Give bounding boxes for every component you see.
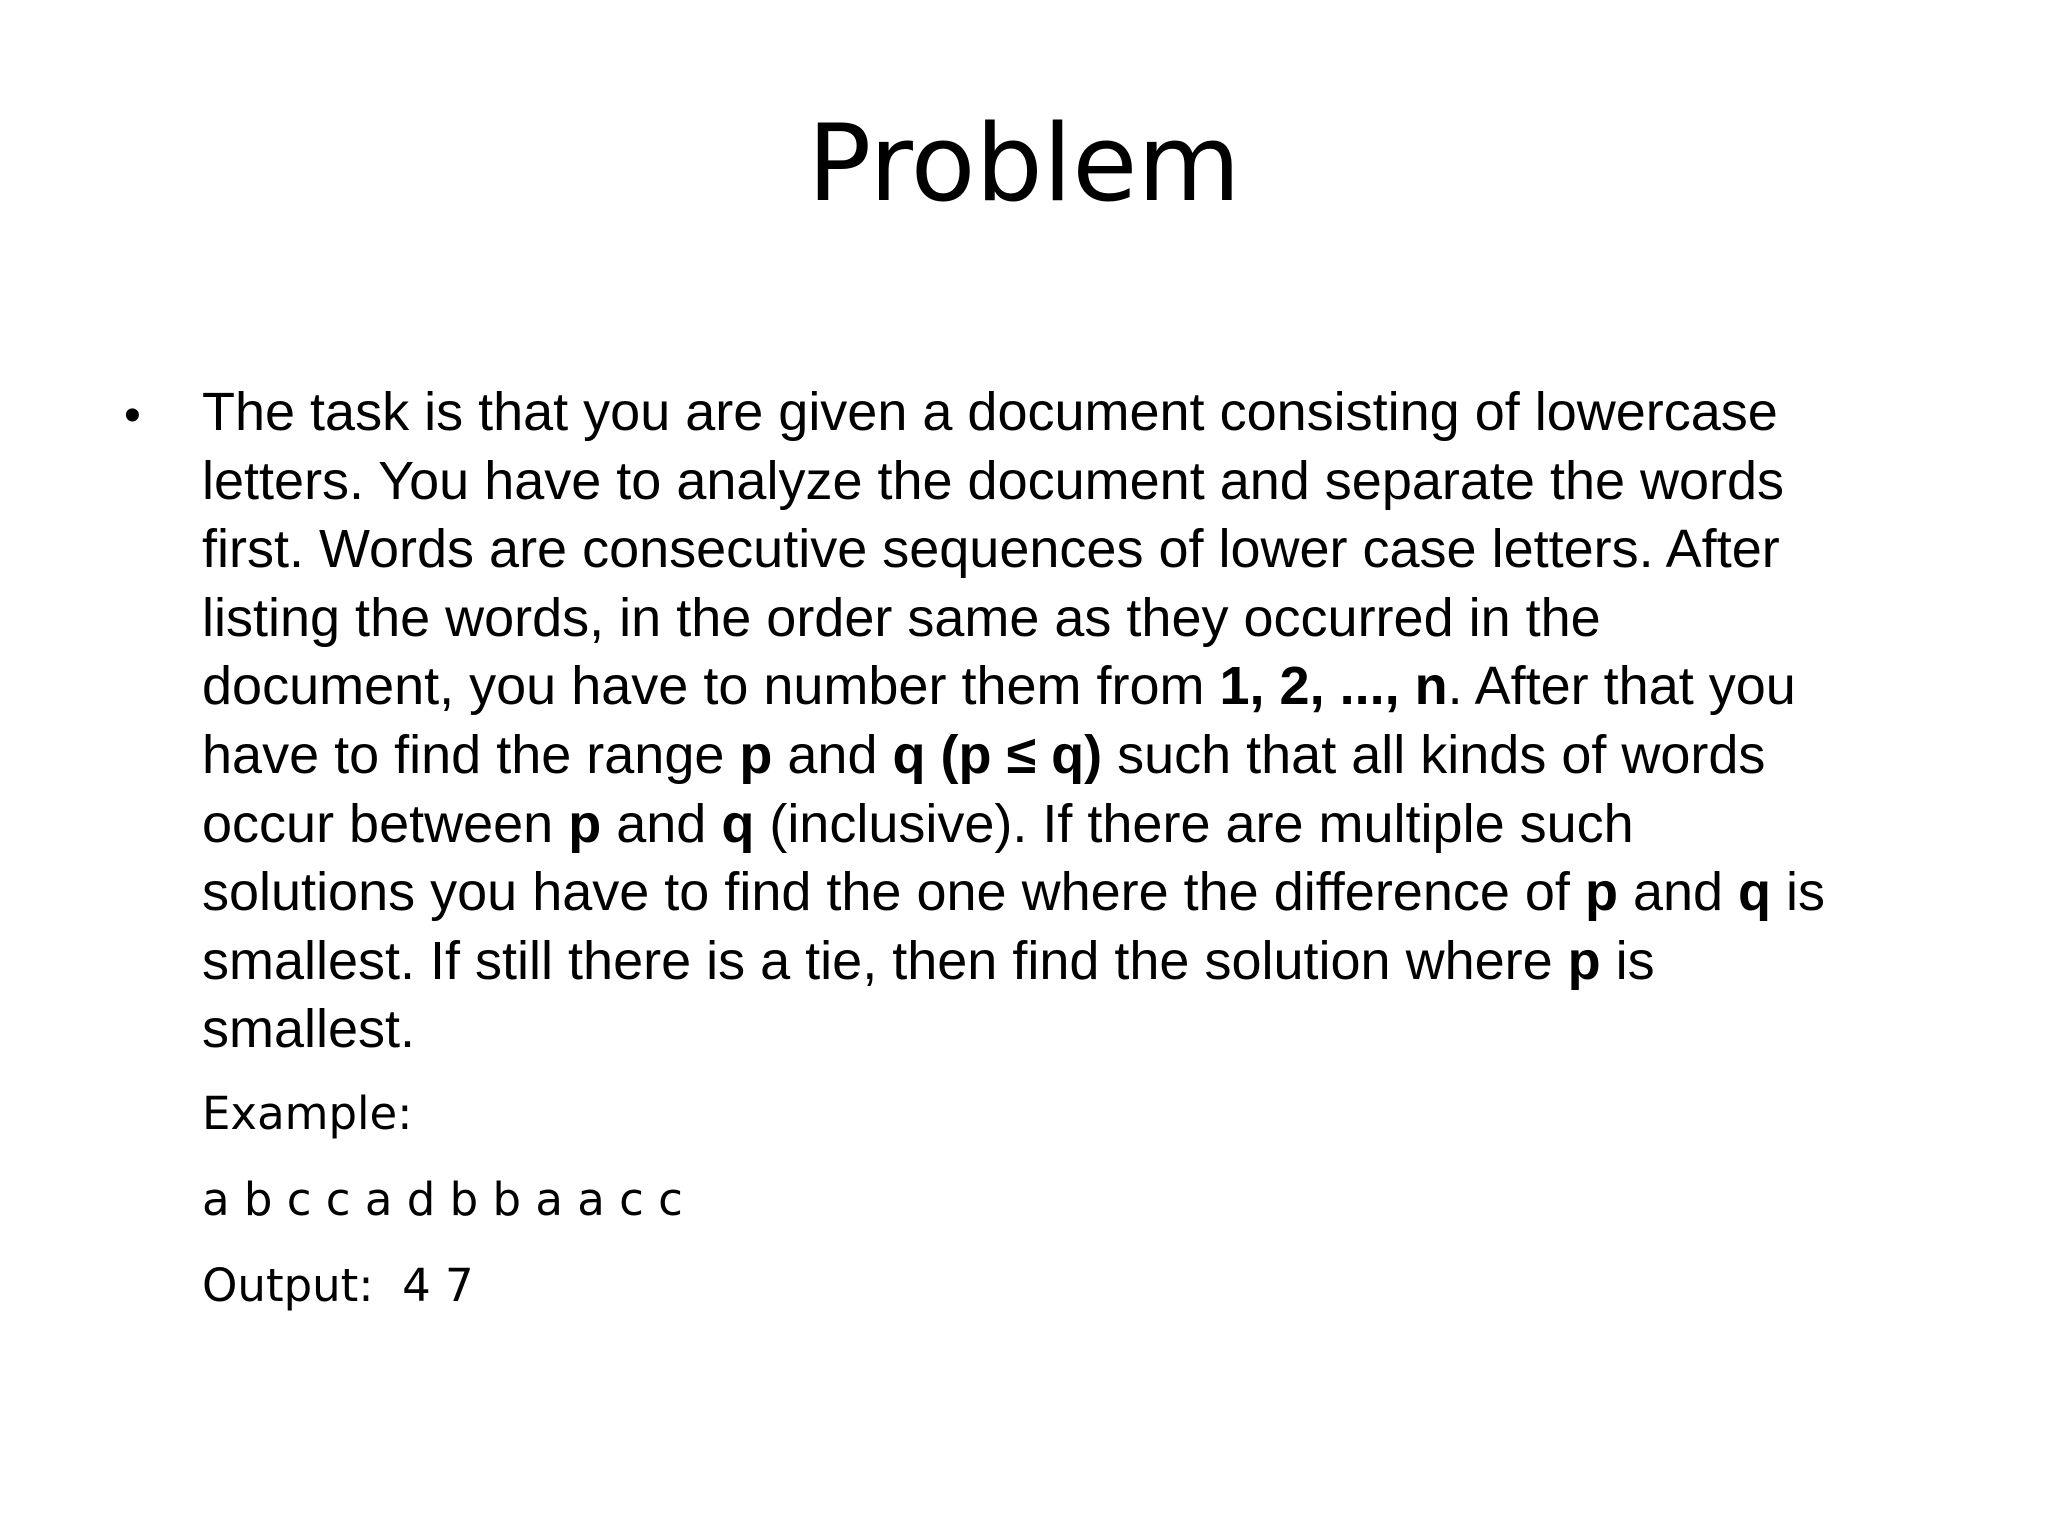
bullet-icon: • xyxy=(124,389,141,442)
bold-text: q xyxy=(1738,862,1772,923)
text-run: letters. You have to analyze the document and separate the words xyxy=(202,450,1785,511)
output-line: Output: 4 7 xyxy=(202,1259,474,1312)
text-line xyxy=(202,447,1962,516)
bold-text: q (p ≤ q) xyxy=(892,724,1103,785)
slide-title: Problem xyxy=(807,102,1241,225)
bold-text: q xyxy=(721,793,755,854)
text-line xyxy=(202,721,1962,790)
text-run: occur between xyxy=(202,793,569,854)
text-run: have to find the range xyxy=(202,724,740,785)
bold-text: p xyxy=(1584,862,1618,923)
text-line xyxy=(202,652,1962,721)
text-run: such that all kinds of words xyxy=(1102,724,1766,785)
text-line xyxy=(202,584,1962,653)
text-run: and xyxy=(601,793,722,854)
text-line xyxy=(202,515,1962,584)
text-line xyxy=(202,790,1962,859)
bold-text: p xyxy=(739,724,773,785)
example-sequence: a b c c a d b b a a c c xyxy=(202,1173,683,1226)
text-run: solutions you have to find the one where the difference of xyxy=(202,862,1585,923)
text-run: is xyxy=(1600,930,1655,991)
text-run: . After that you xyxy=(1447,656,1796,717)
example-label: Example: xyxy=(202,1087,413,1140)
text-run: listing the words, in the order same as they occurred in the xyxy=(202,587,1601,648)
text-line xyxy=(202,858,1962,927)
text-run: smallest. xyxy=(202,999,416,1060)
bold-text: p xyxy=(568,793,602,854)
bold-text: p xyxy=(1567,930,1601,991)
text-run: first. Words are consecutive sequences of lower case letters. After xyxy=(202,519,1780,580)
text-line xyxy=(202,995,1962,1064)
text-run: smallest. If still there is a tie, then find the solution where xyxy=(202,930,1568,991)
text-run: (inclusive). If there are multiple such xyxy=(754,793,1634,854)
text-run: The task is that you are given a document consisting of lowercase xyxy=(202,382,1778,442)
text-run: is xyxy=(1771,862,1826,923)
text-line xyxy=(202,378,1962,447)
text-run: document, you have to number them from xyxy=(202,656,1220,717)
text-line xyxy=(202,927,1962,996)
problem-description xyxy=(202,378,1962,1064)
bold-text: 1, 2, ..., n xyxy=(1219,656,1448,717)
text-run: and xyxy=(772,724,893,785)
text-run: and xyxy=(1617,862,1739,923)
